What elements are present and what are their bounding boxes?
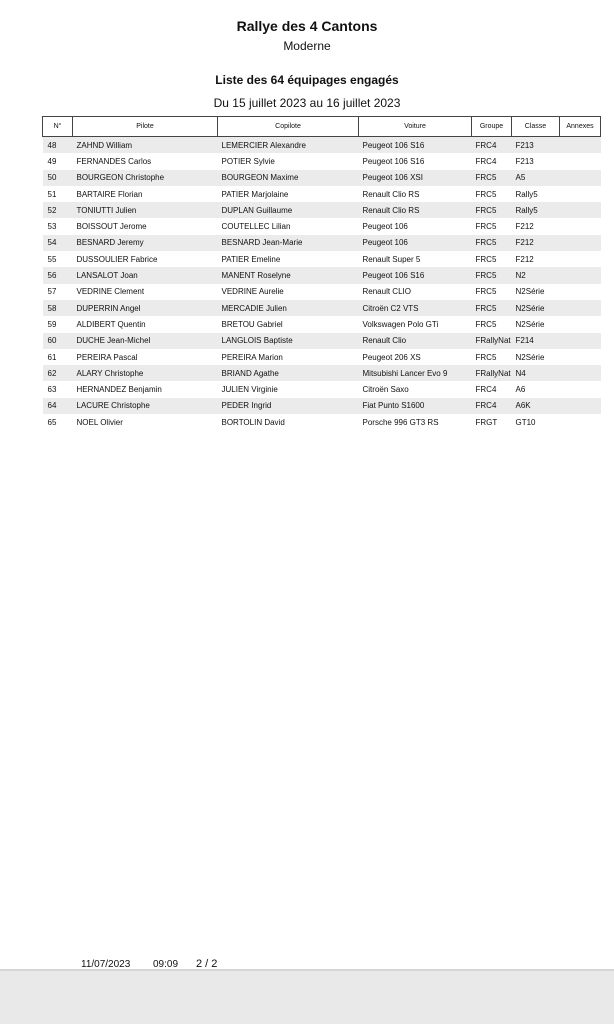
- cell-classe: F212: [512, 235, 560, 251]
- cell-groupe: FRC5: [472, 251, 512, 267]
- cell-voiture: Peugeot 106 S16: [359, 267, 472, 283]
- table-row: [43, 300, 601, 316]
- cell-classe: F212: [512, 251, 560, 267]
- cell-voiture: Renault Clio RS: [359, 202, 472, 218]
- cell-num: 53: [43, 218, 73, 234]
- cell-pilote: FERNANDES Carlos: [73, 153, 218, 169]
- cell-copilote: PATIER Marjolaine: [218, 186, 359, 202]
- cell-classe: N2Série: [512, 316, 560, 332]
- cell-groupe: FRGT: [472, 414, 512, 430]
- cell-groupe: FRC5: [472, 316, 512, 332]
- cell-copilote: POTIER Sylvie: [218, 153, 359, 169]
- cell-copilote: PATIER Emeline: [218, 251, 359, 267]
- cell-pilote: DUCHE Jean-Michel: [73, 333, 218, 349]
- cell-groupe: FRallyNat: [472, 333, 512, 349]
- cell-pilote: ALDIBERT Quentin: [73, 316, 218, 332]
- footer-date: 11/07/2023: [81, 959, 131, 970]
- cell-classe: A6K: [512, 398, 560, 414]
- cell-voiture: Renault Clio RS: [359, 186, 472, 202]
- cell-pilote: LACURE Christophe: [73, 398, 218, 414]
- cell-pilote: NOEL Olivier: [73, 414, 218, 430]
- cell-classe: N4: [512, 365, 560, 381]
- cell-voiture: Volkswagen Polo GTi: [359, 316, 472, 332]
- cell-pilote: PEREIRA Pascal: [73, 349, 218, 365]
- cell-annexes: [560, 186, 601, 202]
- cell-annexes: [560, 251, 601, 267]
- cell-voiture: Citroën C2 VTS: [359, 300, 472, 316]
- cell-copilote: DUPLAN Guillaume: [218, 202, 359, 218]
- cell-copilote: VEDRINE Aurelie: [218, 284, 359, 300]
- col-header-groupe: Groupe: [472, 117, 512, 137]
- document-title: Rallye des 4 Cantons: [236, 18, 378, 34]
- table-row: [43, 365, 601, 381]
- table-row: [43, 349, 601, 365]
- cell-voiture: Renault Super 5: [359, 251, 472, 267]
- cell-pilote: BOISSOUT Jerome: [73, 218, 218, 234]
- cell-copilote: MANENT Roselyne: [218, 267, 359, 283]
- cell-num: 55: [43, 251, 73, 267]
- cell-pilote: HERNANDEZ Benjamin: [73, 381, 218, 397]
- table-row: [43, 153, 601, 169]
- table-row: [43, 137, 601, 154]
- cell-voiture: Mitsubishi Lancer Evo 9: [359, 365, 472, 381]
- table-row: [43, 333, 601, 349]
- cell-pilote: BESNARD Jeremy: [73, 235, 218, 251]
- table-row: [43, 381, 601, 397]
- cell-copilote: MERCADIE Julien: [218, 300, 359, 316]
- date-range: Du 15 juillet 2023 au 16 juillet 2023: [213, 96, 401, 110]
- col-header-classe: Classe: [512, 117, 560, 137]
- cell-num: 61: [43, 349, 73, 365]
- table-row: [43, 235, 601, 251]
- cell-annexes: [560, 284, 601, 300]
- cell-copilote: LEMERCIER Alexandre: [218, 137, 359, 154]
- cell-voiture: Peugeot 106 S16: [359, 137, 472, 154]
- cell-copilote: BOURGEON Maxime: [218, 170, 359, 186]
- cell-groupe: FRC4: [472, 398, 512, 414]
- cell-copilote: JULIEN Virginie: [218, 381, 359, 397]
- col-header-num: N°: [43, 117, 73, 137]
- cell-copilote: PEREIRA Marion: [218, 349, 359, 365]
- cell-num: 50: [43, 170, 73, 186]
- cell-groupe: FRC5: [472, 218, 512, 234]
- cell-copilote: LANGLOIS Baptiste: [218, 333, 359, 349]
- cell-annexes: [560, 267, 601, 283]
- cell-classe: Rally5: [512, 202, 560, 218]
- cell-annexes: [560, 349, 601, 365]
- cell-groupe: FRC5: [472, 235, 512, 251]
- cell-classe: A5: [512, 170, 560, 186]
- table-row: [43, 284, 601, 300]
- cell-num: 51: [43, 186, 73, 202]
- cell-annexes: [560, 202, 601, 218]
- cell-voiture: Citroën Saxo: [359, 381, 472, 397]
- cell-annexes: [560, 235, 601, 251]
- cell-annexes: [560, 398, 601, 414]
- cell-copilote: BRIAND Agathe: [218, 365, 359, 381]
- table-row: [43, 186, 601, 202]
- cell-voiture: Peugeot 206 XS: [359, 349, 472, 365]
- cell-classe: GT10: [512, 414, 560, 430]
- cell-voiture: Peugeot 106 S16: [359, 153, 472, 169]
- cell-classe: Rally5: [512, 186, 560, 202]
- col-header-annexes: Annexes: [560, 117, 601, 137]
- table-row: [43, 267, 601, 283]
- cell-groupe: FRC5: [472, 186, 512, 202]
- cell-groupe: FRC5: [472, 267, 512, 283]
- cell-classe: F213: [512, 153, 560, 169]
- cell-annexes: [560, 316, 601, 332]
- table-row: [43, 218, 601, 234]
- cell-pilote: ALARY Christophe: [73, 365, 218, 381]
- cell-groupe: FRC4: [472, 381, 512, 397]
- table-row: [43, 202, 601, 218]
- cell-num: 49: [43, 153, 73, 169]
- cell-voiture: Peugeot 106: [359, 235, 472, 251]
- cell-groupe: FRC4: [472, 153, 512, 169]
- cell-groupe: FRC5: [472, 349, 512, 365]
- cell-num: 62: [43, 365, 73, 381]
- cell-pilote: TONIUTTI Julien: [73, 202, 218, 218]
- cell-classe: N2Série: [512, 284, 560, 300]
- cell-voiture: Peugeot 106 XSI: [359, 170, 472, 186]
- cell-pilote: DUPERRIN Angel: [73, 300, 218, 316]
- cell-pilote: BOURGEON Christophe: [73, 170, 218, 186]
- cell-num: 54: [43, 235, 73, 251]
- cell-annexes: [560, 137, 601, 154]
- cell-annexes: [560, 170, 601, 186]
- cell-classe: N2Série: [512, 300, 560, 316]
- table-row: [43, 398, 601, 414]
- list-title: Liste des 64 équipages engagés: [215, 73, 399, 87]
- cell-annexes: [560, 218, 601, 234]
- cell-copilote: PEDER Ingrid: [218, 398, 359, 414]
- cell-num: 48: [43, 137, 73, 154]
- footer-page-number: 2 / 2: [196, 958, 218, 970]
- cell-copilote: BESNARD Jean-Marie: [218, 235, 359, 251]
- col-header-copilote: Copilote: [218, 117, 359, 137]
- cell-classe: A6: [512, 381, 560, 397]
- cell-groupe: FRC4: [472, 137, 512, 154]
- table-header-row: [43, 117, 601, 137]
- entries-table: [42, 116, 601, 430]
- cell-pilote: BARTAIRE Florian: [73, 186, 218, 202]
- cell-groupe: FRC5: [472, 284, 512, 300]
- cell-classe: F212: [512, 218, 560, 234]
- cell-num: 59: [43, 316, 73, 332]
- cell-annexes: [560, 381, 601, 397]
- table-row: [43, 316, 601, 332]
- footer-time: 09:09: [153, 959, 179, 970]
- cell-pilote: LANSALOT Joan: [73, 267, 218, 283]
- cell-annexes: [560, 333, 601, 349]
- cell-groupe: FRC5: [472, 170, 512, 186]
- cell-classe: F213: [512, 137, 560, 154]
- cell-groupe: FRC5: [472, 202, 512, 218]
- cell-num: 56: [43, 267, 73, 283]
- col-header-voiture: Voiture: [359, 117, 472, 137]
- document-subtitle: Moderne: [283, 39, 331, 53]
- col-header-pilote: Pilote: [73, 117, 218, 137]
- cell-annexes: [560, 365, 601, 381]
- table-row: [43, 414, 601, 430]
- cell-num: 65: [43, 414, 73, 430]
- cell-annexes: [560, 153, 601, 169]
- cell-pilote: VEDRINE Clement: [73, 284, 218, 300]
- cell-groupe: FRC5: [472, 300, 512, 316]
- cell-voiture: Renault Clio: [359, 333, 472, 349]
- cell-copilote: BORTOLIN David: [218, 414, 359, 430]
- cell-voiture: Porsche 996 GT3 RS: [359, 414, 472, 430]
- cell-classe: N2Série: [512, 349, 560, 365]
- cell-pilote: ZAHND William: [73, 137, 218, 154]
- cell-copilote: BRETOU Gabriel: [218, 316, 359, 332]
- cell-num: 64: [43, 398, 73, 414]
- cell-pilote: DUSSOULIER Fabrice: [73, 251, 218, 267]
- cell-annexes: [560, 300, 601, 316]
- cell-annexes: [560, 414, 601, 430]
- cell-classe: N2: [512, 267, 560, 283]
- cell-groupe: FRallyNat: [472, 365, 512, 381]
- cell-num: 52: [43, 202, 73, 218]
- cell-copilote: COUTELLEC Lilian: [218, 218, 359, 234]
- cell-voiture: Fiat Punto S1600: [359, 398, 472, 414]
- table-row: [43, 251, 601, 267]
- cell-num: 57: [43, 284, 73, 300]
- cell-voiture: Peugeot 106: [359, 218, 472, 234]
- cell-num: 60: [43, 333, 73, 349]
- cell-voiture: Renault CLIO: [359, 284, 472, 300]
- table-row: [43, 170, 601, 186]
- cell-num: 63: [43, 381, 73, 397]
- cell-classe: F214: [512, 333, 560, 349]
- cell-num: 58: [43, 300, 73, 316]
